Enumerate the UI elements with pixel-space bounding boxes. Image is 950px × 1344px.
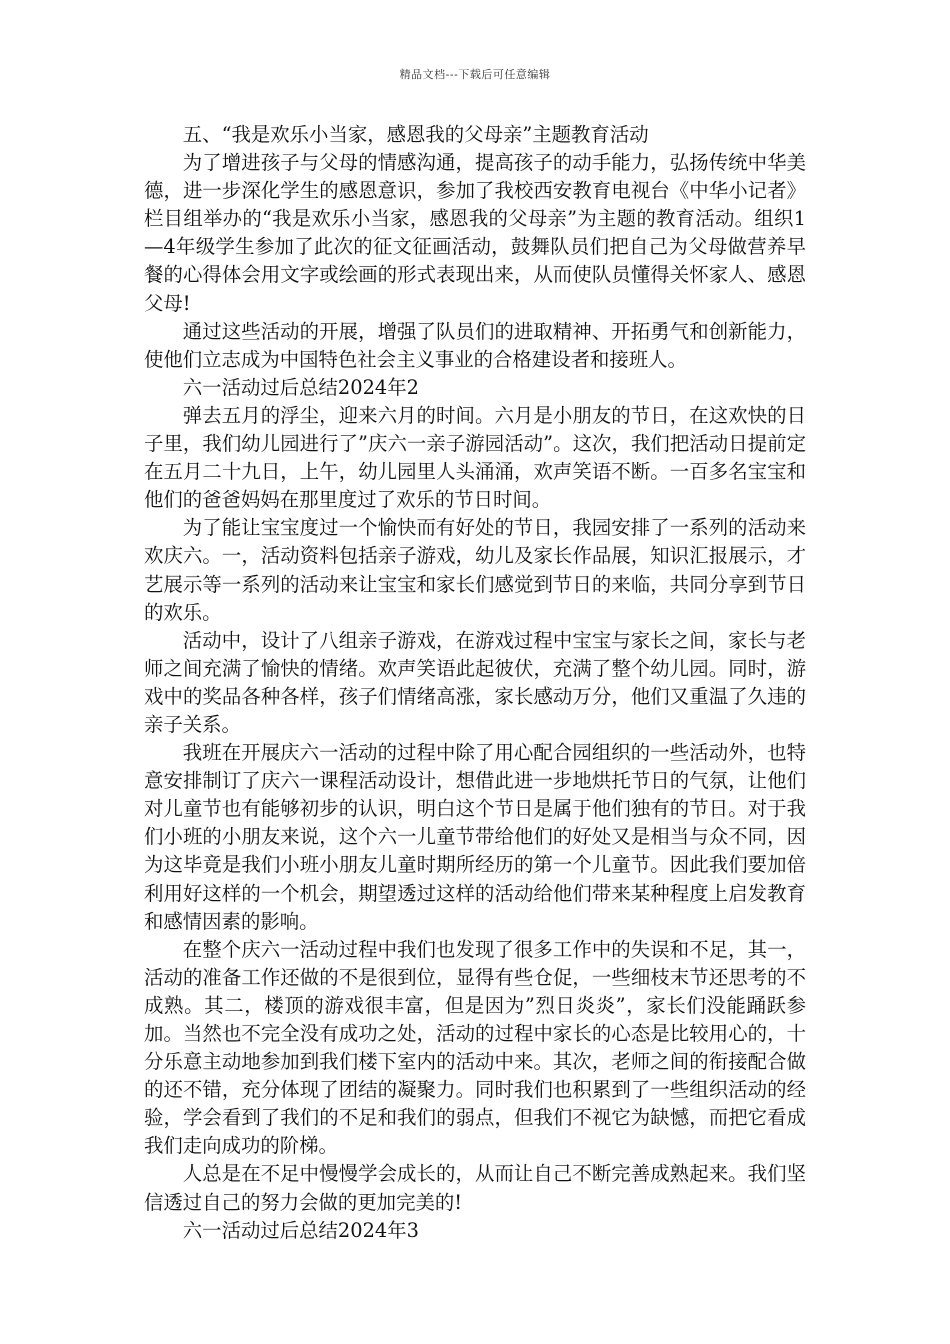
- paragraph: 我班在开展庆六一活动的过程中除了用心配合园组织的一些活动外，也特意安排制订了庆六一课程活动设计，想借此进一步地烘托节日的气氛，让他们对儿童节也有能够初步的认识，明白这个节日是属于他们独有的节日。对于我们小班的小朋友来说，这个六一儿童节带给他们的好处又是相当与众不同，因为这毕竟是我们小班小朋友儿童时期所经历的第一个儿童节。因此我们要加倍利用好这样的一个机会，期望透过这样的活动给他们带来某种程度上启发教育和感情因素的影响。: [144, 741, 806, 933]
- page-header: 精品文档---下载后可任意编辑: [399, 68, 551, 81]
- paragraph: 为了能让宝宝度过一个愉快而有好处的节日，我园安排了一系列的活动来欢庆六。一，活动资料包括亲子游戏，幼儿及家长作品展，知识汇报展示，才艺展示等一系列的活动来让宝宝和家长们感觉到节日的来临，共同分享到节日的欢乐。: [144, 516, 806, 624]
- paragraph: 通过这些活动的开展，增强了队员们的进取精神、开拓勇气和创新能力，使他们立志成为中国特色社会主义事业的合格建设者和接班人。: [144, 319, 806, 371]
- section-heading: 六一活动过后总结2024年2: [182, 375, 419, 399]
- document-body: [144, 121, 806, 1245]
- section-heading: 六一活动过后总结2024年3: [182, 1218, 419, 1242]
- paragraph: 在整个庆六一活动过程中我们也发现了很多工作中的失误和不足，其一，活动的准备工作还做的不是很到位，显得有些仓促，一些细枝末节还思考的不成熟。其二，楼顶的游戏很丰富，但是因为”烈日炎炎”，家长们没能踊跃参加。当然也不完全没有成功之处，活动的过程中家长的心态是比较用心的，十分乐意主动地参加到我们楼下室内的活动中来。其次，老师之间的衔接配合做的还不错，充分体现了团结的凝聚力。同时我们也积累到了一些组织活动的经验，学会看到了我们的不足和我们的弱点，但我们不视它为缺憾，而把它看成我们走向成功的阶梯。: [144, 937, 806, 1158]
- section-heading: 五、“我是欢乐小当家，感恩我的父母亲”主题教育活动: [182, 123, 649, 146]
- paragraph: 活动中，设计了八组亲子游戏，在游戏过程中宝宝与家长之间，家长与老师之间充满了愉快的情绪。欢声笑语此起彼伏，充满了整个幼儿园。同时，游戏中的奖品各种各样，孩子们情绪高涨，家长感动万分，他们又重温了久违的亲子关系。: [144, 628, 806, 736]
- paragraph: 为了增进孩子与父母的情感沟通，提高孩子的动手能力，弘扬传统中华美德，进一步深化学生的感恩意识，参加了我校西安教育电视台《中华小记者》栏目组举办的“我是欢乐小当家，感恩我的父母亲”为主题的教育活动。组织1—4年级学生参加了此次的征文征画活动，鼓舞队员们把自己为父母做营养早餐的心得体会用文字或绘画的形式表现出来，从而使队员懂得关怀家人、感恩父母!: [144, 151, 806, 315]
- paragraph: 人总是在不足中慢慢学会成长的，从而让自己不断完善成熟起来。我们坚信透过自己的努力会做的更加完美的!: [144, 1162, 806, 1214]
- paragraph: 弹去五月的浮尘，迎来六月的时间。六月是小朋友的节日，在这欢快的日子里，我们幼儿园进行了”庆六一亲子游园活动”。这次，我们把活动日提前定在五月二十九日，上午，幼儿园里人头涌涌，欢声笑语不断。一百多名宝宝和他们的爸爸妈妈在那里度过了欢乐的节日时间。: [144, 403, 806, 512]
